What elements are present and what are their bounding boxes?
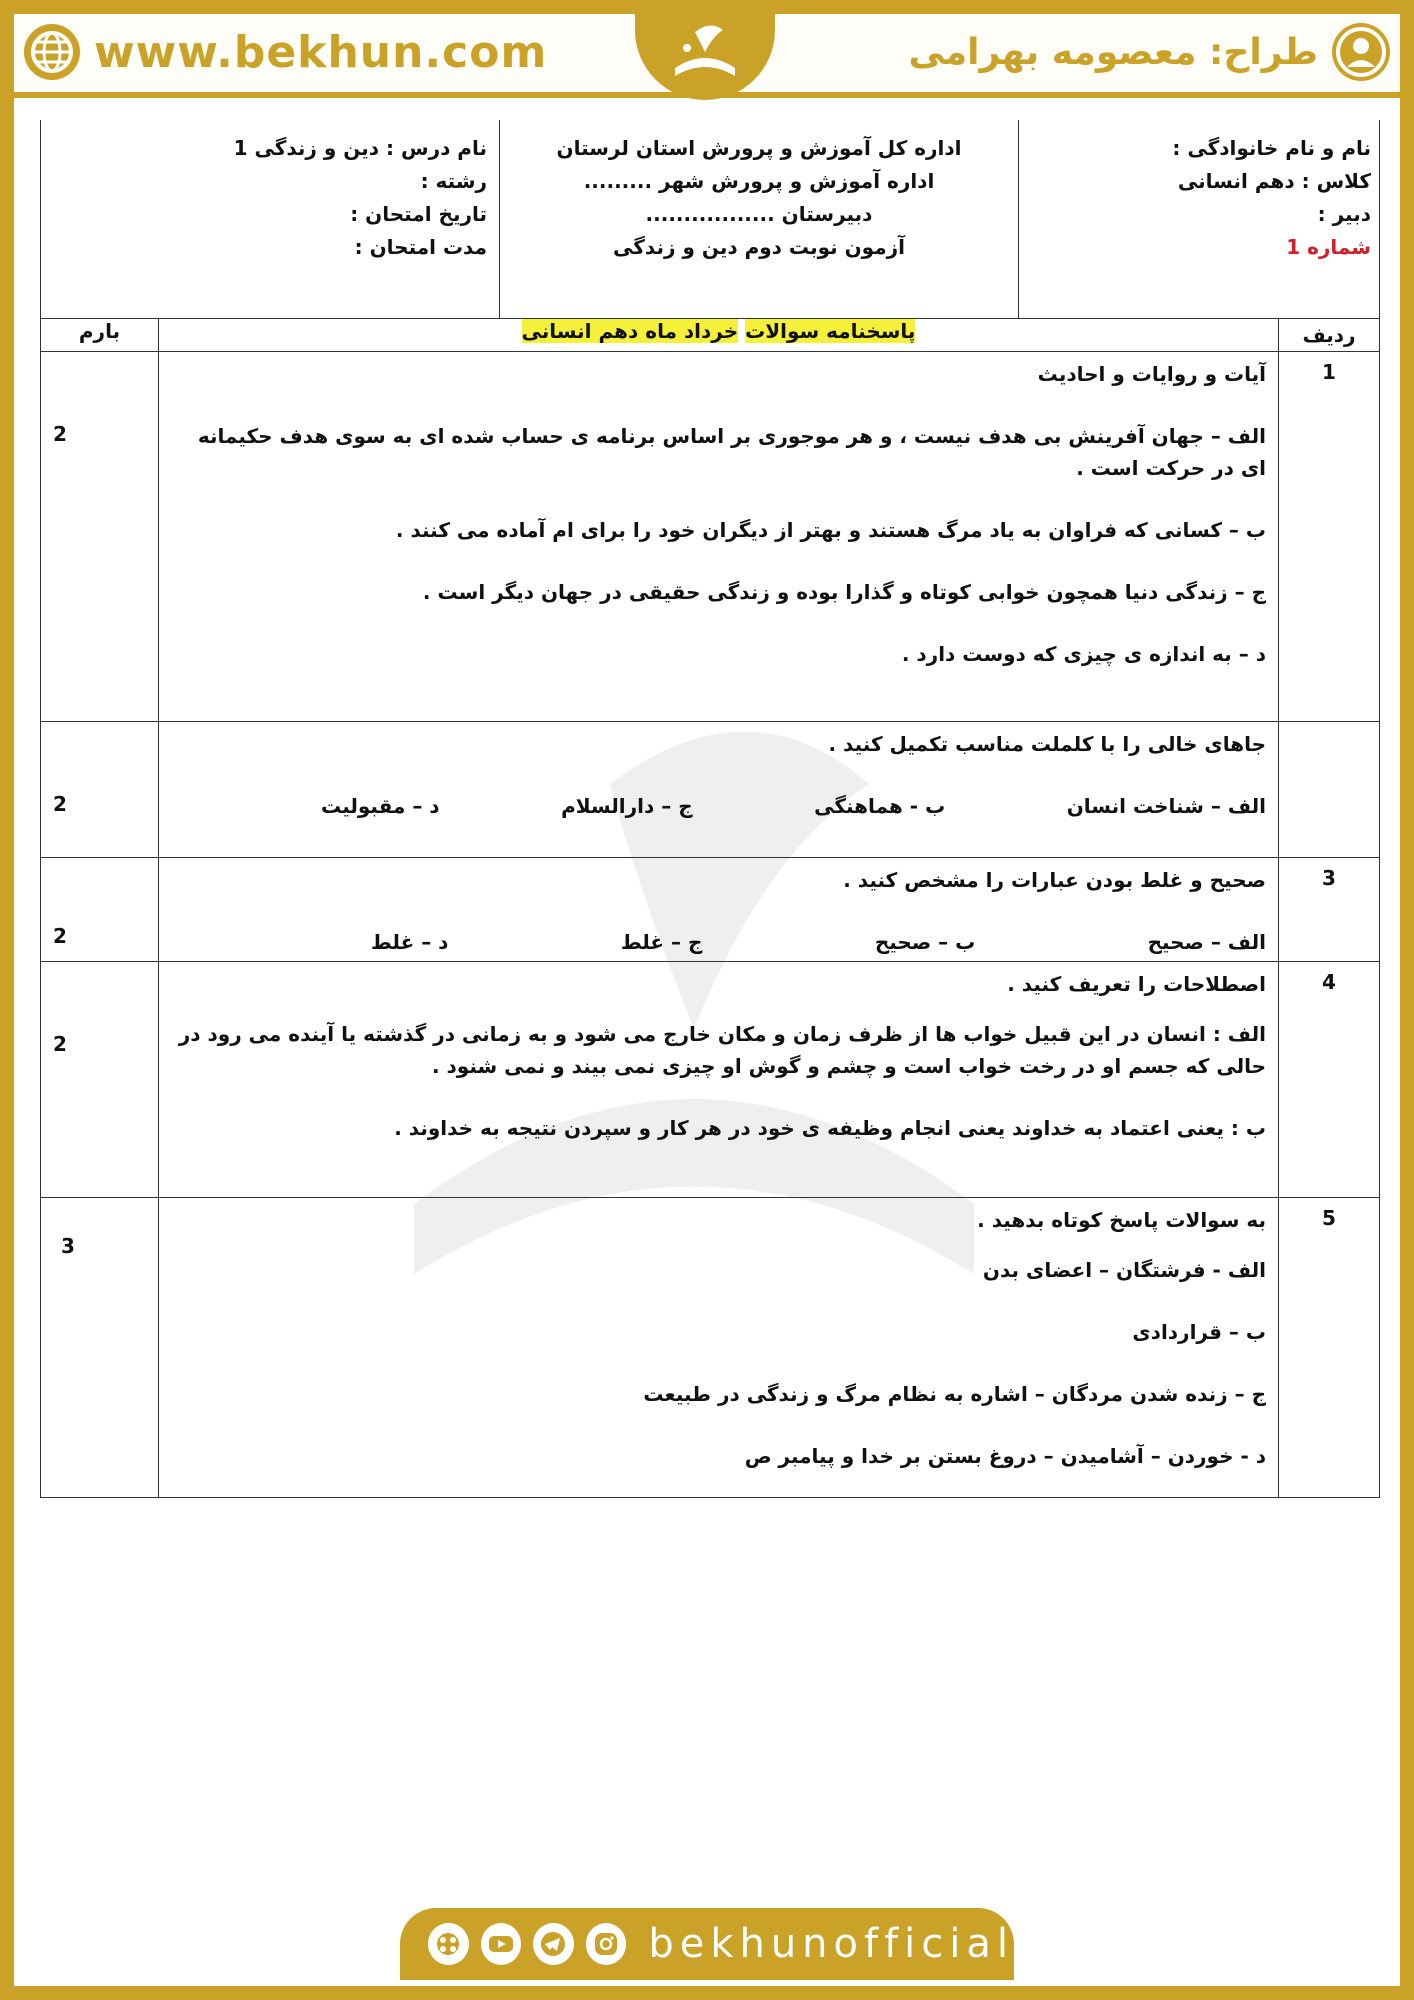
row-score: 2 bbox=[41, 722, 159, 858]
table-row bbox=[41, 352, 1380, 722]
school-line-4: آزمون نوبت دوم دین و زندگی bbox=[613, 235, 905, 259]
answer-item: د – به اندازه ی چیزی که دوست دارد . bbox=[901, 642, 1266, 666]
exam-date-label: تاریخ امتحان : bbox=[350, 202, 487, 226]
school-line-2: اداره آموزش و پرورش شهر ......... bbox=[583, 169, 935, 193]
exam-info bbox=[40, 120, 1380, 318]
row-content bbox=[159, 858, 1279, 962]
school-info bbox=[499, 120, 1019, 318]
answer-item: الف – جهان آفرینش بی هدف نیست ، و هر موجوری بر اساس برنامه ی حساب شده ای به سوی هدف حکیمانه ای در حرکت است . bbox=[197, 424, 1266, 480]
radif-header: ردیف bbox=[1279, 319, 1380, 352]
user-icon bbox=[1332, 23, 1390, 81]
instagram-icon[interactable] bbox=[586, 1923, 627, 1965]
row-number: 3 bbox=[1279, 858, 1380, 962]
aparat-icon[interactable] bbox=[428, 1923, 469, 1965]
table-row bbox=[41, 1198, 1380, 1498]
table-row bbox=[41, 722, 1380, 858]
answer-options bbox=[171, 926, 1266, 958]
course-info bbox=[39, 120, 499, 318]
answer-sheet-title: پاسخنامه سوالات خرداد ماه دهم انسانی bbox=[159, 319, 1279, 352]
row-heading: به سوالات پاسخ کوتاه بدهید . bbox=[977, 1208, 1266, 1232]
row-heading: صحیح و غلط بودن عبارات را مشخص کنید . bbox=[843, 868, 1266, 892]
school-line-1: اداره کل آموزش و پرورش استان لرستان bbox=[556, 136, 962, 160]
barem-header: بارم bbox=[41, 319, 159, 352]
designer-name: طراح: معصومه بهرامی bbox=[908, 31, 1318, 73]
exam-sheet bbox=[40, 120, 1380, 1498]
answer-item: د - خوردن – آشامیدن – دروغ بستن بر خدا و پیامبر ص bbox=[744, 1444, 1266, 1468]
answer-option: الف – صحیح bbox=[1147, 930, 1266, 954]
row-number: 5 bbox=[1279, 1198, 1380, 1498]
teacher-label: دبیر : bbox=[1317, 202, 1371, 226]
row-content bbox=[159, 722, 1279, 858]
exam-duration-label: مدت امتحان : bbox=[354, 235, 487, 259]
answer-item: ب – قراردادی bbox=[1132, 1320, 1266, 1344]
row-score: 2 bbox=[41, 858, 159, 962]
social-handle[interactable]: bekhunofficial bbox=[648, 1921, 1015, 1967]
class-label: کلاس : دهم انسانی bbox=[1177, 169, 1371, 193]
row-heading: جاهای خالی را با کلملت مناسب تکمیل کنید . bbox=[828, 732, 1266, 756]
student-info bbox=[1019, 120, 1379, 318]
globe-icon bbox=[24, 24, 80, 80]
row-content bbox=[159, 352, 1279, 722]
answer-option: ب - هماهنگی bbox=[814, 794, 946, 818]
answer-options bbox=[171, 790, 1266, 822]
answer-item: ج – زنده شدن مردگان – اشاره به نظام مرگ و زندگی در طبیعت bbox=[643, 1382, 1266, 1406]
answer-table bbox=[40, 318, 1380, 1498]
row-number: 4 bbox=[1279, 962, 1380, 1198]
answer-option: ج – دارالسلام bbox=[561, 794, 693, 818]
row-number bbox=[1279, 722, 1380, 858]
row-content bbox=[159, 962, 1279, 1198]
answer-item: ج – زندگی دنیا همچون خوابی کوتاه و گذارا بوده و زندگی حقیقی در جهان دیگر است . bbox=[422, 580, 1266, 604]
page bbox=[14, 14, 1400, 1986]
website-link[interactable] bbox=[24, 22, 547, 82]
row-score: 3 bbox=[41, 1198, 159, 1498]
table-header bbox=[41, 319, 1380, 352]
answer-item: ب – کسانی که فراوان به یاد مرگ هستند و بهتر از دیگران خود را برای ام آماده می کنند . bbox=[395, 518, 1266, 542]
answer-option: ب – صحیح bbox=[874, 930, 976, 954]
answer-option: ج – غلط bbox=[620, 930, 703, 954]
row-score: 2 bbox=[41, 352, 159, 722]
answer-item: الف : انسان در این قبیل خواب ها از ظرف زمان و مکان خارج می شود و به زمانی در گذشته یا آینده می رود در حالی که جسم او در رخت خواب است و چشم و گوش او چیزی نمی بیند و نمی شنود . bbox=[178, 1022, 1266, 1078]
course-name: نام درس : دین و زندگی 1 bbox=[233, 136, 487, 160]
answer-item: ب : یعنی اعتماد به خداوند یعنی انجام وظیفه ی خود در هر کار و سپردن نتیجه به خداوند . bbox=[394, 1116, 1266, 1140]
telegram-icon[interactable] bbox=[533, 1923, 574, 1965]
social-footer bbox=[400, 1908, 1014, 1980]
field-label: رشته : bbox=[420, 169, 487, 193]
youtube-icon[interactable] bbox=[481, 1923, 522, 1965]
student-name-label: نام و نام خانوادگی : bbox=[1172, 136, 1371, 160]
answer-option: د – مقبولیت bbox=[321, 794, 440, 818]
answer-option: الف – شناخت انسان bbox=[1066, 794, 1266, 818]
logo bbox=[635, 0, 775, 100]
row-heading: اصطلاحات را تعریف کنید . bbox=[1007, 972, 1266, 996]
row-heading: آیات و روایات و احادیث bbox=[1037, 362, 1266, 386]
row-number: 1 bbox=[1279, 352, 1380, 722]
row-score: 2 bbox=[41, 962, 159, 1198]
website-url: www.bekhun.com bbox=[94, 26, 548, 78]
header-banner bbox=[14, 14, 1400, 98]
designer-info bbox=[908, 22, 1390, 82]
school-line-3: دبیرستان ................. bbox=[645, 202, 873, 226]
answer-option: د – غلط bbox=[371, 930, 449, 954]
table-row bbox=[41, 962, 1380, 1198]
sheet-number: شماره 1 bbox=[1286, 235, 1371, 259]
answer-item: الف - فرشتگان – اعضای بدن bbox=[982, 1258, 1266, 1282]
table-row bbox=[41, 858, 1380, 962]
row-content bbox=[159, 1198, 1279, 1498]
